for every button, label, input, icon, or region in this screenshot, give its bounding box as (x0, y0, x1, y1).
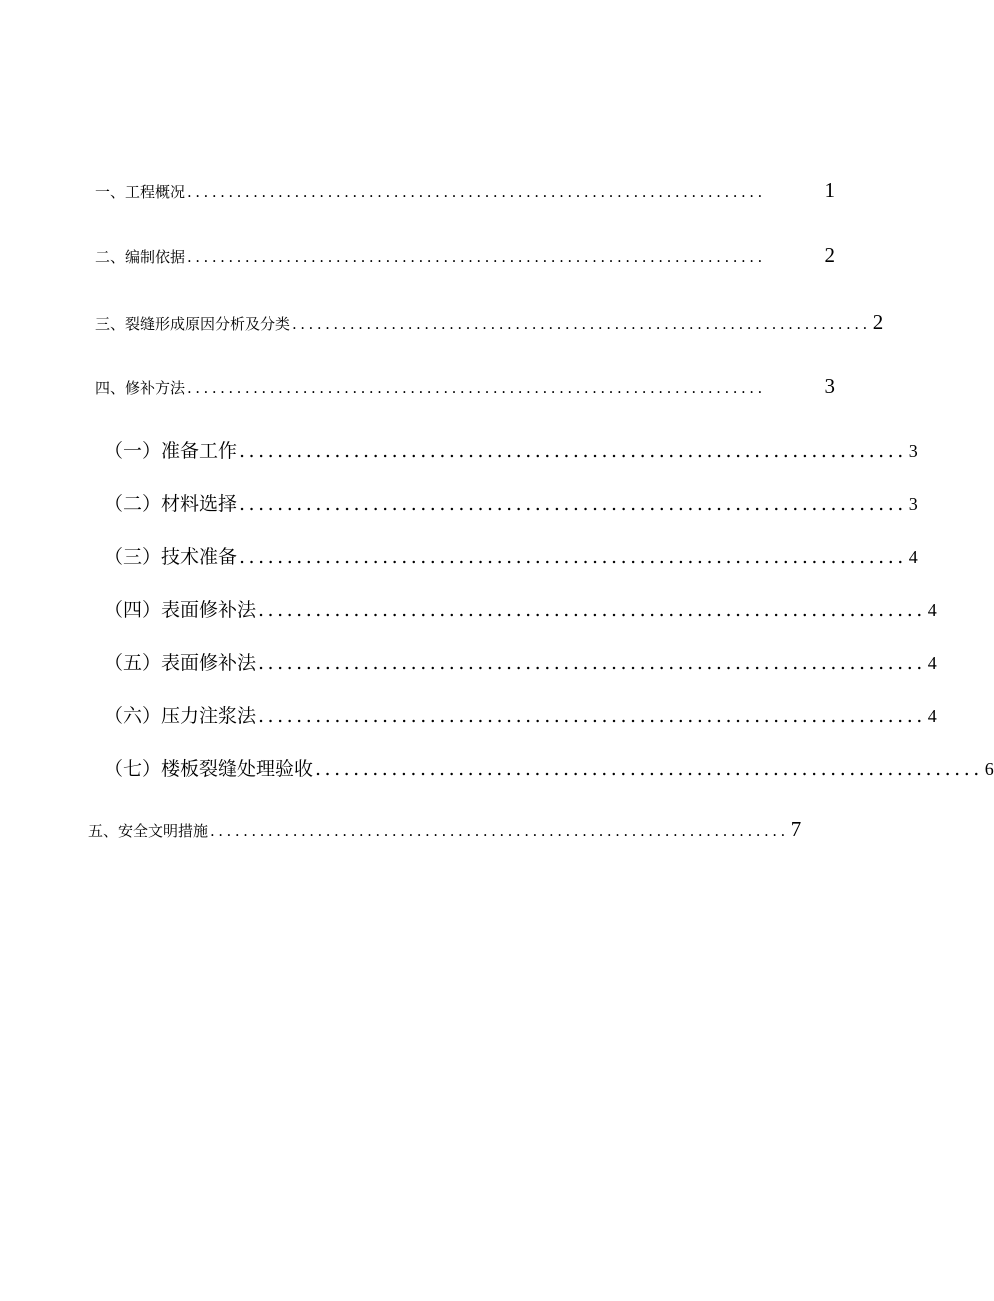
toc-entry-label: （三）技术准备 (104, 546, 238, 568)
toc-page-number: 4 (927, 600, 937, 620)
toc-entry-pressure-grouting[interactable] (104, 701, 937, 728)
toc-entry-basis[interactable] (95, 243, 835, 268)
toc-entry-acceptance[interactable] (104, 754, 994, 781)
toc-entry-label: （一）准备工作 (104, 440, 238, 462)
toc-dot-leader: ...................................................................... (258, 705, 926, 727)
toc-entry-label: （七）楼板裂缝处理验收 (104, 758, 314, 780)
toc-page-number: 3 (908, 494, 918, 514)
toc-dot-leader: ...................................................................... (315, 758, 983, 780)
toc-entry-material-selection[interactable] (104, 489, 918, 516)
toc-page-number: 1 (824, 178, 835, 202)
toc-entry-label: 二、编制依据 (95, 248, 186, 266)
toc-dot-leader: ...................................................................... (187, 248, 766, 266)
toc-dot-leader: ...................................................................... (187, 379, 766, 397)
toc-entry-safety-measures[interactable] (88, 817, 802, 842)
toc-dot-leader: ...................................................................... (258, 652, 926, 674)
toc-entry-label: 四、修补方法 (95, 379, 186, 397)
toc-entry-label: 三、裂缝形成原因分析及分类 (95, 315, 291, 333)
toc-page-number: 7 (790, 817, 802, 841)
toc-page-number: 4 (927, 653, 937, 673)
toc-page-number: 4 (908, 547, 918, 567)
toc-entry-surface-repair-5[interactable] (104, 648, 937, 675)
toc-entry-preparation[interactable] (104, 436, 918, 463)
toc-dot-leader: ...................................................................... (239, 546, 907, 568)
toc-entry-label: （二）材料选择 (104, 493, 238, 515)
toc-dot-leader: ...................................................................... (210, 822, 789, 840)
toc-entry-technical-preparation[interactable] (104, 542, 918, 569)
toc-dot-leader: ...................................................................... (292, 315, 871, 333)
toc-page-number: 2 (872, 310, 884, 334)
toc-entry-repair-methods[interactable] (95, 374, 835, 399)
toc-entry-label: 五、安全文明措施 (88, 822, 209, 840)
toc-page-number: 3 (908, 441, 918, 461)
toc-dot-leader: ...................................................................... (187, 183, 766, 201)
toc-page-number: 6 (984, 759, 994, 779)
toc-page-number: 2 (824, 243, 835, 267)
toc-page-number: 4 (927, 706, 937, 726)
toc-dot-leader: ...................................................................... (239, 440, 907, 462)
toc-entry-label: （四）表面修补法 (104, 599, 257, 621)
toc-dot-leader: ...................................................................... (239, 493, 907, 515)
toc-entry-project-overview[interactable] (95, 178, 835, 203)
toc-dot-leader: ...................................................................... (258, 599, 926, 621)
toc-entry-label: 一、工程概况 (95, 183, 186, 201)
toc-entry-crack-analysis[interactable] (95, 310, 884, 335)
toc-entry-label: （五）表面修补法 (104, 652, 257, 674)
toc-page-number: 3 (824, 374, 835, 398)
toc-entry-surface-repair-4[interactable] (104, 595, 937, 622)
toc-entry-label: （六）压力注浆法 (104, 705, 257, 727)
